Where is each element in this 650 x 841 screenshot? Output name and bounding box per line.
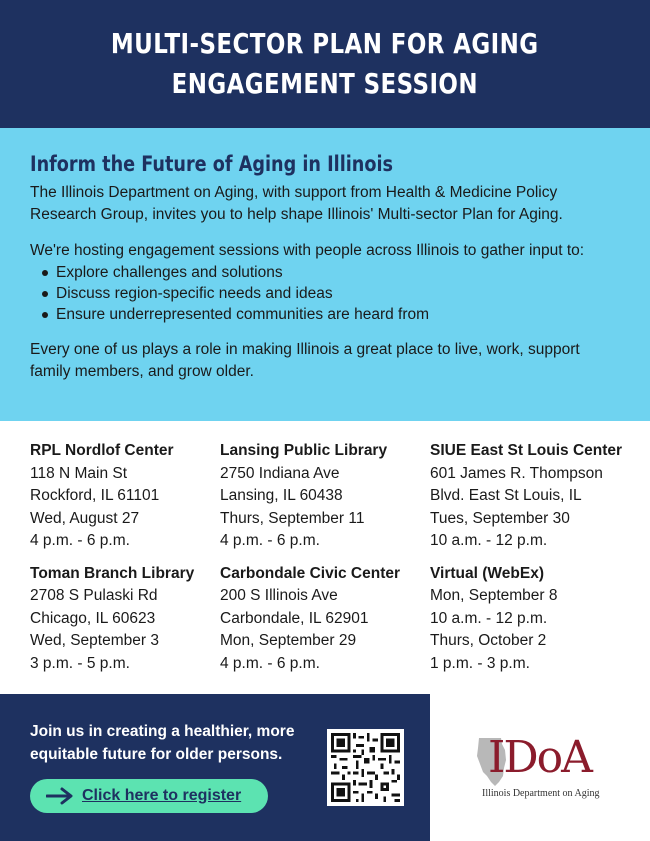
session-address: 118 N Main St	[30, 464, 128, 482]
session-location-name: Carbondale Civic Center	[220, 564, 401, 582]
list-item: Ensure underrepresented communities are heard from	[42, 304, 620, 325]
session-address: 200 S Illinois Ave	[220, 587, 338, 604]
session-card	[30, 440, 220, 553]
session-location-name: Virtual (WebEx)	[430, 564, 544, 582]
register-button[interactable]	[30, 779, 268, 813]
session-address: 2750 Indiana Ave	[220, 464, 340, 482]
session-time: 10 a.m. - 12 p.m.	[430, 532, 548, 549]
intro-section	[0, 128, 650, 421]
session-time-1: 10 a.m. - 12 p.m.	[430, 609, 548, 627]
session-card	[30, 563, 220, 676]
session-card	[430, 440, 640, 553]
intro-bullet-list	[42, 262, 620, 325]
session-location-name: Lansing Public Library	[220, 442, 388, 459]
session-date: Mon, September 29	[220, 632, 357, 649]
sessions-grid	[30, 440, 640, 675]
session-address: 2708 S Pulaski Rd	[30, 587, 158, 604]
session-city: Rockford, IL 61101	[30, 487, 160, 504]
session-location-name: RPL Nordlof Center	[30, 442, 174, 459]
intro-heading: Inform the Future of Aging in Illinois	[30, 152, 394, 176]
session-city: Chicago, IL 60623	[30, 609, 156, 627]
intro-paragraph-2: We're hosting engagement sessions with people across Illinois to gather input to:	[30, 242, 585, 259]
logo-mark: IDoA	[488, 732, 591, 783]
list-item: Discuss region-specific needs and ideas	[42, 283, 620, 304]
session-date: Tues, September 30	[430, 509, 570, 527]
session-city: Lansing, IL 60438	[220, 487, 343, 504]
session-city: Carbondale, IL 62901	[220, 609, 369, 627]
session-date: Wed, August 27	[30, 509, 140, 527]
intro-paragraph-1: The Illinois Department on Aging, with support from Health & Medicine Policy Research Group, invites you to help shape Illinois' Multi-sector Plan for Aging.	[30, 184, 563, 223]
session-date: Thurs, September 11	[220, 509, 365, 527]
list-item: Explore challenges and solutions	[42, 262, 620, 283]
session-time: 4 p.m. - 6 p.m.	[220, 532, 320, 549]
session-time: 4 p.m. - 6 p.m.	[220, 654, 320, 672]
session-time: 4 p.m. - 6 p.m.	[30, 532, 130, 549]
session-location-name: SIUE East St Louis Center	[430, 442, 623, 459]
arrow-right-icon	[46, 787, 74, 805]
session-address: 601 James R. Thompson	[430, 464, 603, 482]
header-banner	[0, 0, 650, 128]
session-time: 3 p.m. - 5 p.m.	[30, 654, 130, 672]
qr-code-icon[interactable]	[327, 729, 404, 806]
footer-message: Join us in creating a healthier, more equitable future for older persons.	[30, 723, 295, 763]
session-location-name: Toman Branch Library	[30, 564, 195, 582]
session-card	[220, 563, 430, 676]
session-card	[430, 563, 640, 676]
header-title-line-2: ENGAGEMENT SESSION	[171, 67, 479, 100]
session-date: Wed, September 3	[30, 632, 159, 649]
intro-paragraph-3: Every one of us plays a role in making Illinois a great place to live, work, support family members, and grow older.	[30, 341, 580, 380]
session-time-2: 1 p.m. - 3 p.m.	[430, 654, 530, 672]
session-card	[220, 440, 430, 553]
session-date-2: Thurs, October 2	[430, 632, 547, 649]
session-city: Blvd. East St Louis, IL	[430, 487, 582, 504]
register-label: Click here to register	[82, 787, 242, 804]
idoa-logo	[470, 730, 620, 810]
header-title-line-1: MULTI-SECTOR PLAN FOR AGING	[111, 27, 539, 60]
logo-caption: Illinois Department on Aging	[482, 788, 600, 799]
session-date-1: Mon, September 8	[430, 587, 558, 604]
